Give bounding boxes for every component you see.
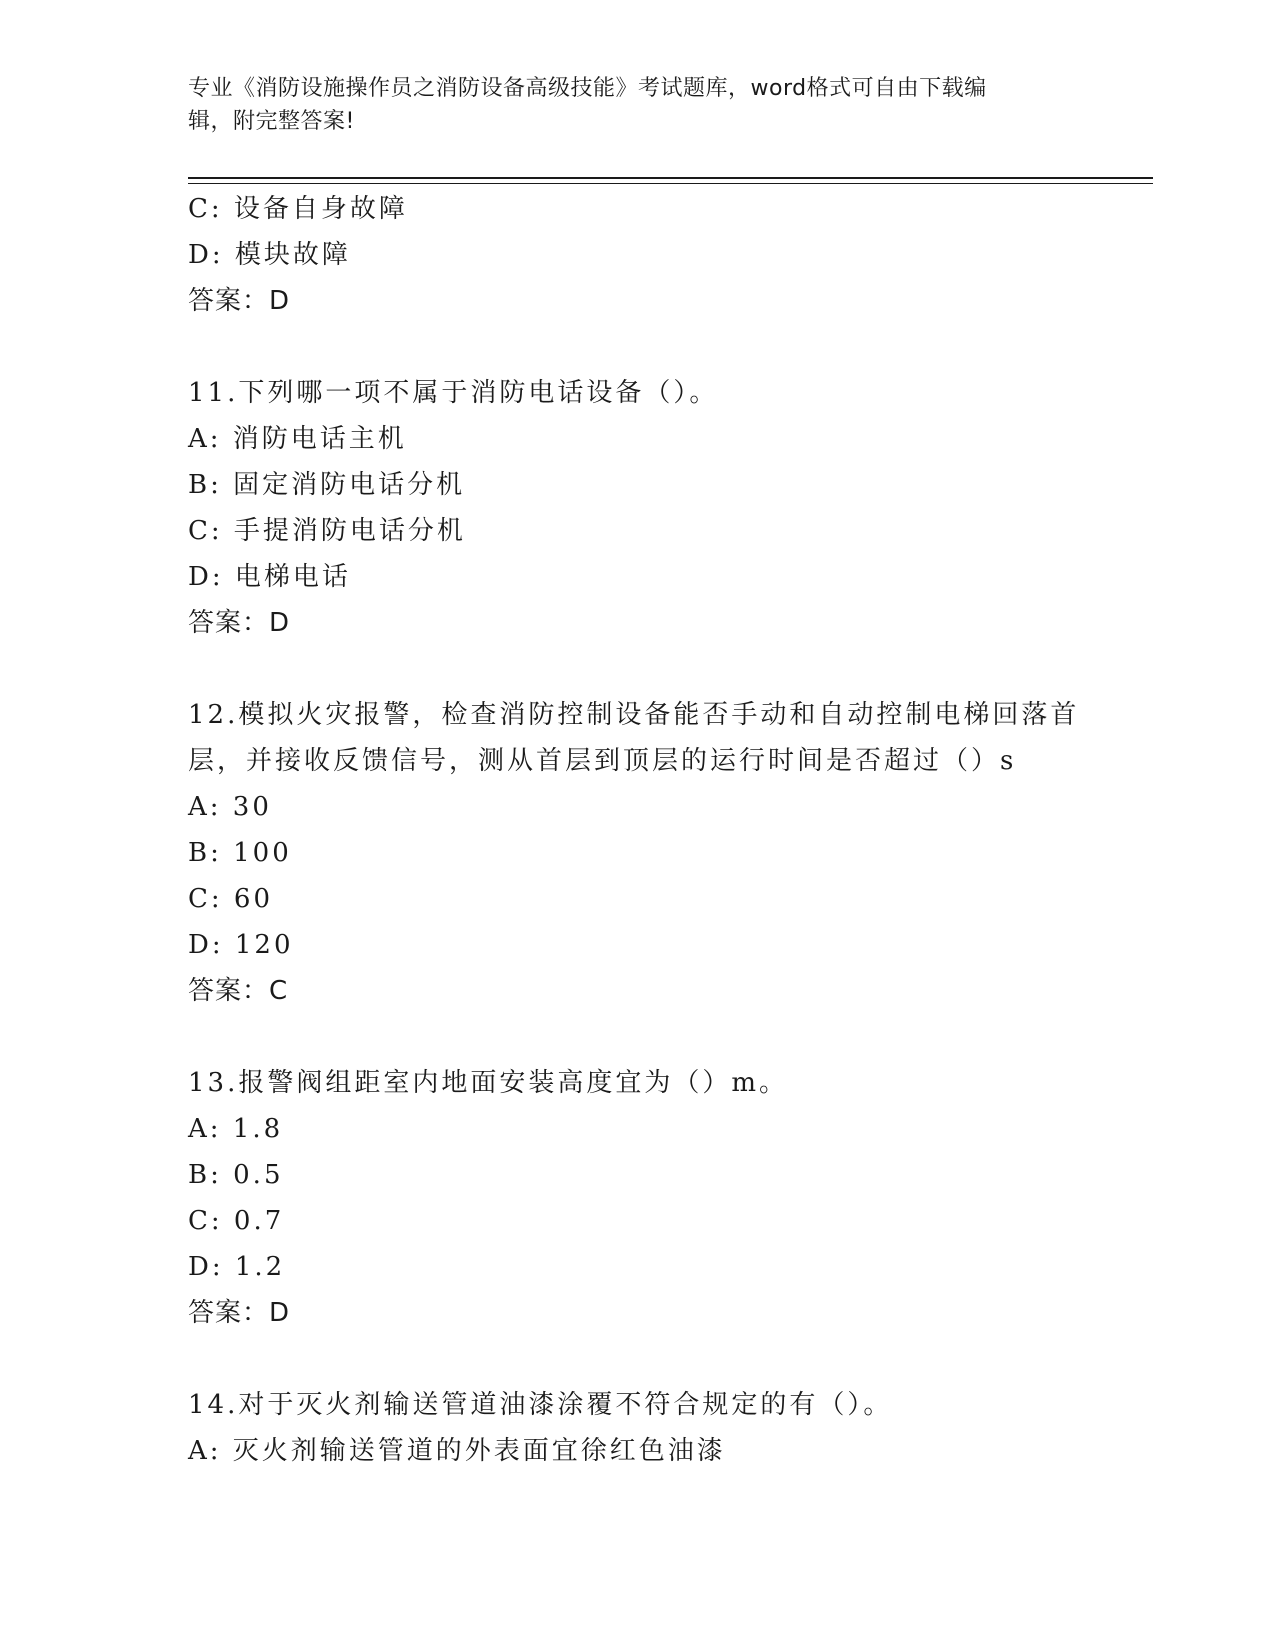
option-c: C: 0.7	[188, 1206, 285, 1236]
header-rule-thick	[188, 177, 1153, 179]
question-block-11	[188, 370, 1088, 646]
option-b: B: 100	[188, 838, 292, 868]
answer: 答案：D	[188, 608, 291, 638]
option-a: A: 30	[188, 792, 272, 822]
answer: 答案：C	[188, 976, 289, 1006]
option-d: D: 电梯电话	[188, 562, 351, 592]
answer: 答案：D	[188, 1298, 291, 1328]
question-text: 11.下列哪一项不属于消防电话设备（）。	[188, 378, 719, 408]
question-list	[188, 186, 1088, 1474]
question-block-12	[188, 692, 1088, 1014]
question-text: 14.对于灭火剂输送管道油漆涂覆不符合规定的有（）。	[188, 1390, 893, 1420]
option-b: B: 固定消防电话分机	[188, 470, 466, 500]
option-c: C: 60	[188, 884, 274, 914]
header-line-2: 辑，附完整答案!	[188, 109, 355, 134]
question-text-line-1: 12.模拟火灾报警，检查消防控制设备能否手动和自动控制电梯回落首	[188, 700, 1080, 730]
option-b: B: 0.5	[188, 1160, 284, 1190]
answer: 答案：D	[188, 286, 291, 316]
option-c: C: 手提消防电话分机	[188, 516, 466, 546]
spacer	[188, 324, 1088, 370]
question-block-14	[188, 1382, 1088, 1474]
spacer	[188, 1014, 1088, 1060]
spacer	[188, 646, 1088, 692]
document-header	[188, 72, 1068, 138]
question-text-line-2: 层，并接收反馈信号，测从首层到顶层的运行时间是否超过（）s	[188, 746, 1017, 776]
option-d: D: 模块故障	[188, 240, 351, 270]
option-a: A: 1.8	[188, 1114, 284, 1144]
option-d: D: 120	[188, 930, 294, 960]
option-c: C: 设备自身故障	[188, 194, 408, 224]
option-a: A: 灭火剂输送管道的外表面宜徐红色油漆	[188, 1436, 726, 1466]
question-text: 13.报警阀组距室内地面安装高度宜为（）m。	[188, 1068, 789, 1098]
spacer	[188, 1336, 1088, 1382]
header-rule-thin	[188, 183, 1153, 184]
option-d: D: 1.2	[188, 1252, 286, 1282]
question-block-13	[188, 1060, 1088, 1336]
question-block-prev	[188, 186, 1088, 324]
option-a: A: 消防电话主机	[188, 424, 407, 454]
header-line-1: 专业《消防设施操作员之消防设备高级技能》考试题库，word格式可自由下载编	[188, 76, 987, 101]
